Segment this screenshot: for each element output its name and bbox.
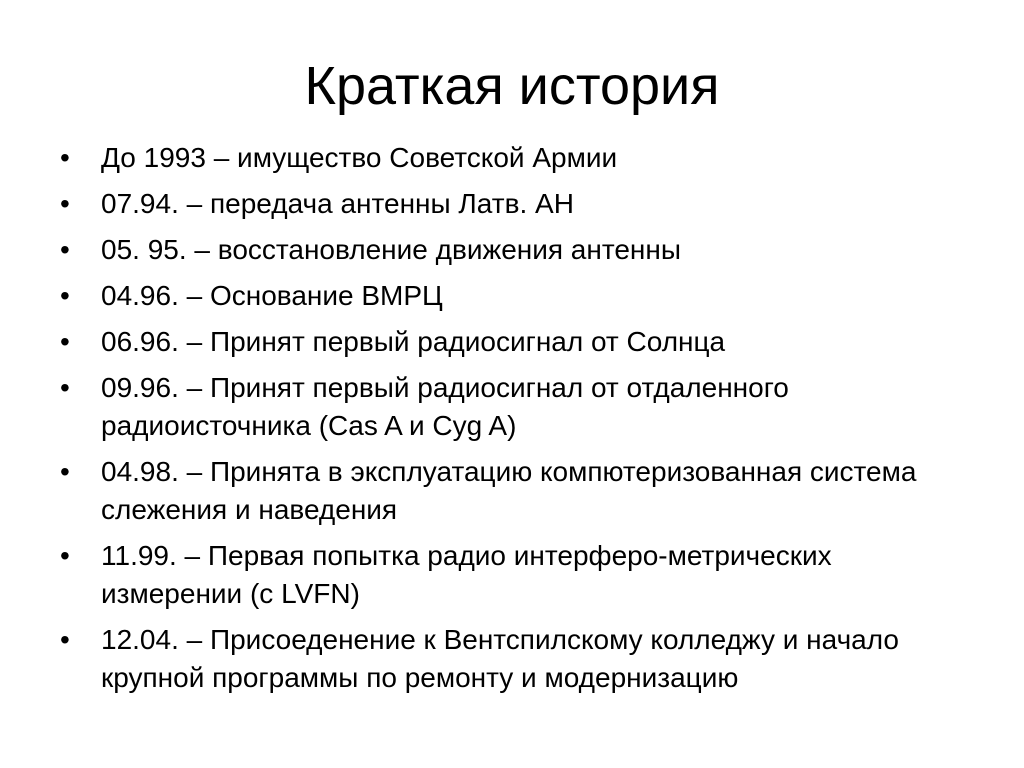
- list-item-text: 04.98. – Принята в эксплуатацию компютеризованная система слежения и наведения: [101, 456, 917, 525]
- list-item: [60, 621, 980, 697]
- list-item-text: 12.04. – Присоеденение к Вентспилскому колледжу и начало крупной программы по ремонту и модернизацию: [101, 624, 899, 693]
- bullet-icon: •: [60, 280, 70, 311]
- list-item-text: До 1993 – имущество Советской Армии: [101, 142, 618, 173]
- bullet-icon: •: [60, 326, 70, 357]
- list-item: [60, 231, 980, 269]
- list-item-text: 06.96. – Принят первый радиосигнал от Солнца: [101, 326, 726, 357]
- list-item-text: 11.99. – Первая попытка радио интерферо-метрических измерении (с LVFN): [101, 540, 832, 609]
- list-item-text: 05. 95. – восстановление движения антенны: [101, 234, 681, 265]
- bullet-icon: •: [60, 540, 70, 571]
- list-item: [60, 453, 980, 529]
- list-item: [60, 139, 980, 177]
- list-item: [60, 323, 980, 361]
- bullet-icon: •: [60, 624, 70, 655]
- bullet-list: [60, 139, 980, 705]
- bullet-icon: •: [60, 456, 70, 487]
- list-item: [60, 185, 980, 223]
- bullet-icon: •: [60, 142, 70, 173]
- list-item-text: 04.96. – Основание ВМРЦ: [101, 280, 443, 311]
- list-item-text: 07.94. – передача антенны Латв. АН: [101, 188, 574, 219]
- bullet-icon: •: [60, 188, 70, 219]
- list-item: [60, 277, 980, 315]
- slide-title: Краткая история: [304, 56, 720, 116]
- list-item: [60, 537, 980, 613]
- bullet-icon: •: [60, 234, 70, 265]
- list-item: [60, 369, 980, 445]
- list-item-text: 09.96. – Принят первый радиосигнал от отдаленного радиоисточника (Cas A и Cyg A): [101, 372, 789, 441]
- bullet-icon: •: [60, 372, 70, 403]
